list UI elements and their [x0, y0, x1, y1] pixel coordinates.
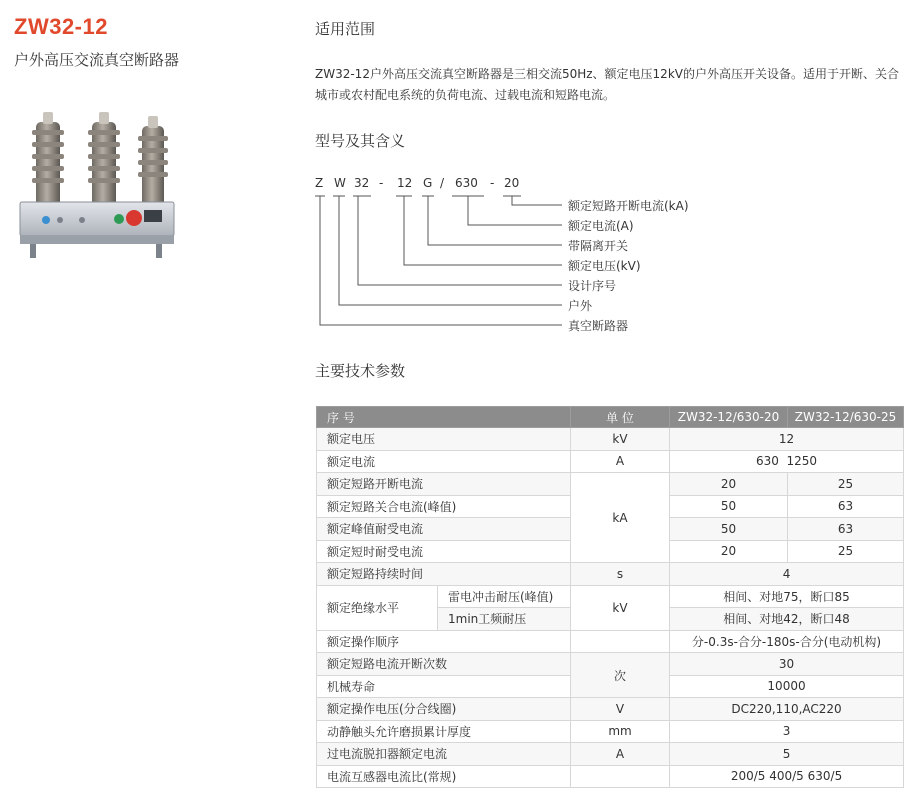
- row-value-20: 20: [670, 473, 788, 496]
- code-label-isolator: 带隔离开关: [568, 239, 629, 253]
- table-row: [317, 698, 904, 721]
- row-value: 5: [670, 743, 904, 766]
- code-slash: /: [440, 176, 445, 190]
- row-unit: V: [571, 698, 670, 721]
- header-unit: 单 位: [571, 407, 670, 428]
- table-row: [317, 450, 904, 473]
- row-value: 相间、对地42，断口48: [670, 608, 904, 631]
- product-model: ZW32-12: [14, 14, 108, 39]
- row-name: 过电流脱扣器额定电流: [317, 743, 571, 766]
- row-value-25: 63: [788, 495, 904, 518]
- spec-table: [316, 406, 904, 788]
- row-unit: [571, 765, 670, 788]
- row-value: 630 1250: [670, 450, 904, 473]
- row-name: 额定短路关合电流(峰值): [317, 495, 571, 518]
- code-label-current: 额定电流(A): [568, 219, 634, 233]
- row-unit: A: [571, 743, 670, 766]
- table-row: [317, 743, 904, 766]
- scope-text: ZW32-12户外高压交流真空断路器是三相交流50Hz、额定电压12kV的户外高压开关设备。适用于开断、关合城市或农村配电系统的负荷电流、过载电流和短路电流。: [315, 67, 899, 102]
- row-unit: A: [571, 450, 670, 473]
- header-model-25: ZW32-12/630-25: [788, 407, 904, 428]
- row-unit: s: [571, 563, 670, 586]
- row-name: 额定操作电压(分合线圈): [317, 698, 571, 721]
- row-value-20: 50: [670, 518, 788, 541]
- code-12: 12: [397, 176, 413, 190]
- code-label-design: 设计序号: [568, 279, 617, 293]
- code-630: 630: [455, 176, 478, 190]
- row-value-25: 25: [788, 540, 904, 563]
- row-value: 12: [670, 428, 904, 451]
- row-unit: [571, 630, 670, 653]
- row-subname: 1min工频耐压: [438, 608, 571, 631]
- product-name: 户外高压交流真空断路器: [14, 51, 180, 69]
- code-w: W: [334, 176, 346, 190]
- table-row: [317, 585, 904, 608]
- row-unit: kA: [571, 473, 670, 563]
- row-value-25: 63: [788, 518, 904, 541]
- row-value: DC220,110,AC220: [670, 698, 904, 721]
- row-value-25: 25: [788, 473, 904, 496]
- specs-heading: 主要技术参数: [315, 362, 406, 380]
- row-name: 额定电压: [317, 428, 571, 451]
- row-value: 4: [670, 563, 904, 586]
- code-dash-1: -: [379, 176, 384, 190]
- row-name: 额定操作顺序: [317, 630, 571, 653]
- row-value: 30: [670, 653, 904, 676]
- table-row: [317, 720, 904, 743]
- spec-header-row: [317, 407, 904, 428]
- code-dash-2: -: [490, 176, 495, 190]
- table-row: [317, 563, 904, 586]
- header-model-20: ZW32-12/630-20: [670, 407, 788, 428]
- code-label-breaking: 额定短路开断电流(kA): [568, 199, 689, 213]
- row-unit: 次: [571, 653, 670, 698]
- row-name: 额定短路持续时间: [317, 563, 571, 586]
- code-z: Z: [315, 176, 324, 190]
- row-value-20: 20: [670, 540, 788, 563]
- row-name: 动静触头允许磨损累计厚度: [317, 720, 571, 743]
- row-name: 机械寿命: [317, 675, 571, 698]
- table-row: [317, 765, 904, 788]
- row-name: 额定短路开断电流: [317, 473, 571, 496]
- row-value-20: 50: [670, 495, 788, 518]
- table-row: [317, 473, 904, 496]
- row-value: 10000: [670, 675, 904, 698]
- table-row: [317, 653, 904, 676]
- row-name: 额定短时耐受电流: [317, 540, 571, 563]
- row-value: 3: [670, 720, 904, 743]
- code-label-outdoor: 户外: [568, 299, 593, 313]
- code-32: 32: [354, 176, 370, 190]
- row-unit: kV: [571, 585, 670, 630]
- row-name: 额定绝缘水平: [317, 585, 438, 630]
- scope-heading: 适用范围: [315, 20, 376, 38]
- row-name: 额定峰值耐受电流: [317, 518, 571, 541]
- row-value: 相间、对地75，断口85: [670, 585, 904, 608]
- row-value: 分-0.3s-合分-180s-合分(电动机构): [670, 630, 904, 653]
- row-name: 额定短路电流开断次数: [317, 653, 571, 676]
- row-name: 额定电流: [317, 450, 571, 473]
- row-name: 电流互感器电流比(常规): [317, 765, 571, 788]
- row-unit: mm: [571, 720, 670, 743]
- model-meaning-heading: 型号及其含义: [315, 132, 406, 150]
- code-label-vacuum: 真空断路器: [568, 319, 629, 333]
- header-item: 序 号: [317, 407, 571, 428]
- row-subname: 雷电冲击耐压(峰值): [438, 585, 571, 608]
- code-20: 20: [504, 176, 520, 190]
- row-unit: kV: [571, 428, 670, 451]
- code-label-voltage: 额定电压(kV): [568, 259, 641, 273]
- table-row: [317, 630, 904, 653]
- table-row: [317, 428, 904, 451]
- code-g: G: [423, 176, 433, 190]
- row-value: 200/5 400/5 630/5: [670, 765, 904, 788]
